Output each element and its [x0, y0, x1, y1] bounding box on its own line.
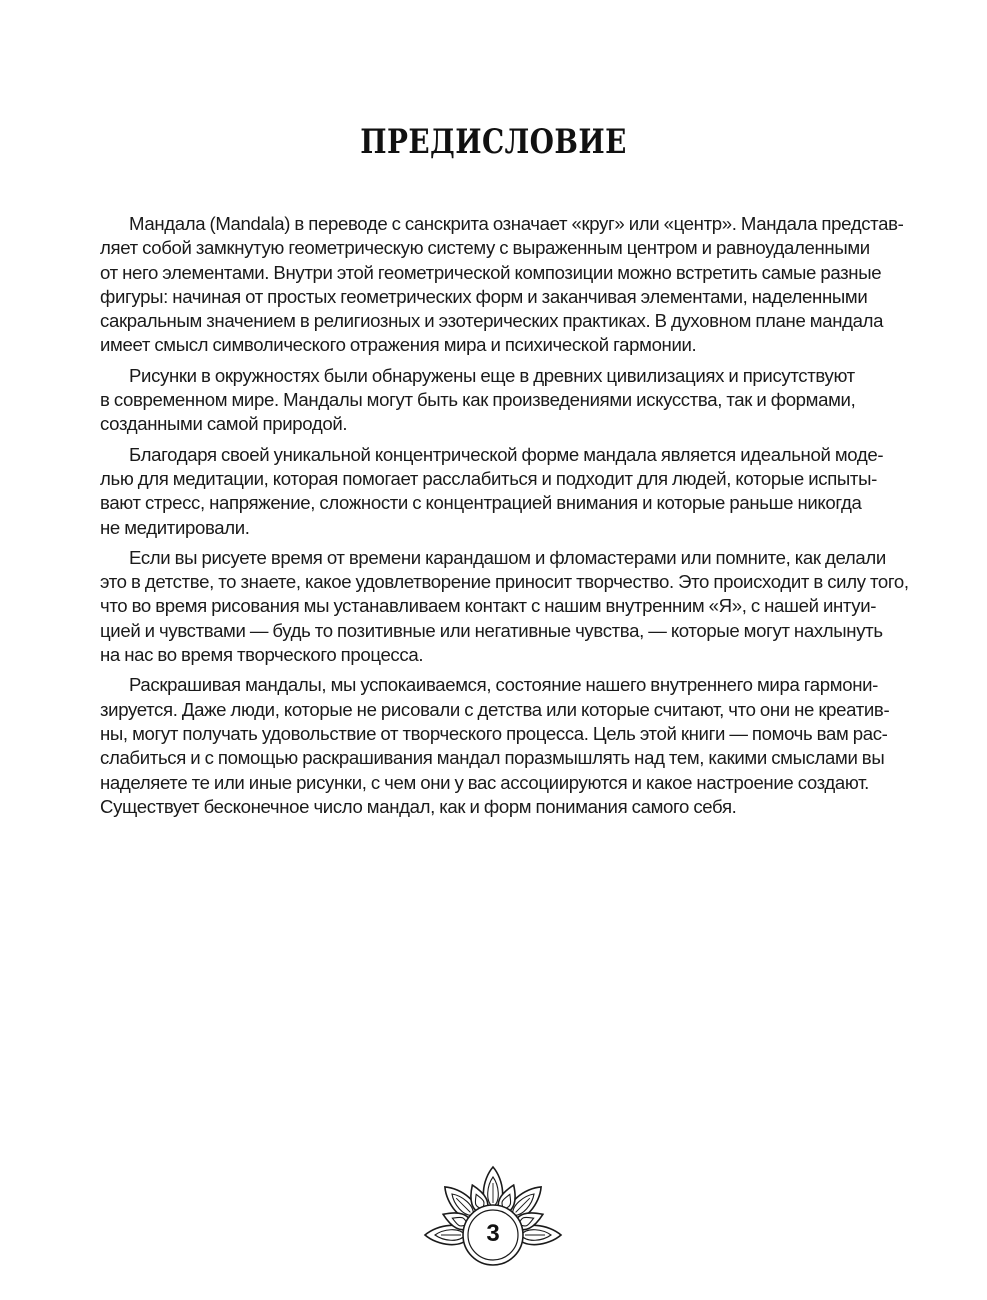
text-line: фигуры: начиная от простых геометрических форм и заканчивая элементами, наделенными	[100, 285, 868, 307]
text-line: Существует бесконечное число мандал, как и форм понимания самого себя.	[100, 795, 737, 817]
preface-text	[100, 212, 909, 825]
text-line: ны, могут получать удовольствие от творческого процесса. Цель этой книги — помочь вам рас-	[100, 722, 888, 744]
text-line: в современном мире. Мандалы могут быть как произведениями искусства, так и формами,	[100, 389, 856, 411]
paragraph-4	[100, 546, 909, 667]
paragraph-2	[100, 364, 856, 437]
text-line: цией и чувствами — будь то позитивные или негативные чувства, — которые могут нахлынуть	[100, 619, 883, 641]
page-title: ПРЕДИСЛОВИЕ	[360, 122, 627, 162]
text-line: что во время рисования мы устанавливаем контакт с нашим внутренним «Я», с нашей интуи-	[100, 595, 877, 617]
text-line: Если вы рисуете время от времени карандашом и фломастерами или помните, как делали	[129, 546, 886, 568]
text-line: зируется. Даже люди, которые не рисовали с детства или которые считают, что они не креатив-	[100, 698, 890, 720]
text-line: на нас во время творческого процесса.	[100, 644, 424, 666]
text-line: Рисунки в окружностях были обнаружены еще в древних цивилизациях и присутствуют	[129, 364, 855, 386]
text-line: это в детстве, то знаете, какое удовлетворение приносит творчество. Это происходит в силу того,	[100, 571, 909, 593]
text-line: имеет смысл символического отражения мира и психической гармонии.	[100, 334, 697, 356]
paragraph-5	[100, 673, 890, 819]
text-line: созданными самой природой.	[100, 413, 348, 435]
text-line: Раскрашивая мандалы, мы успокаиваемся, состояние нашего внутреннего мира гармони-	[129, 674, 878, 696]
text-line: от него элементами. Внутри этой геометрической композиции можно встретить самые разные	[100, 261, 882, 283]
text-line: сакральным значением в религиозных и эзотерических практиках. В духовном плане мандала	[100, 310, 884, 332]
text-line: лью для медитации, которая помогает расслабиться и подходит для людей, которые испыты-	[100, 467, 877, 489]
text-line: не медитировали.	[100, 516, 250, 538]
paragraph-1	[100, 212, 904, 358]
text-line: Мандала (Mandala) в переводе с санскрита означает «круг» или «центр». Мандала представ-	[129, 213, 904, 234]
paragraph-3	[100, 443, 884, 540]
text-line: вают стресс, напряжение, сложности с концентрацией внимания и которые раньше никогда	[100, 492, 862, 514]
page-number: 3	[486, 1220, 500, 1247]
text-line: ляет собой замкнутую геометрическую систему с выраженным центром и равноудаленными	[100, 237, 870, 259]
text-line: наделяете те или иные рисунки, с чем они у вас ассоциируются и какое настроение создают.	[100, 771, 869, 793]
text-line: Благодаря своей уникальной концентрической форме мандала является идеальной моде-	[129, 443, 884, 465]
text-line: слабиться и с помощью раскрашивания мандал поразмышлять над тем, какими смыслами вы	[100, 747, 885, 769]
